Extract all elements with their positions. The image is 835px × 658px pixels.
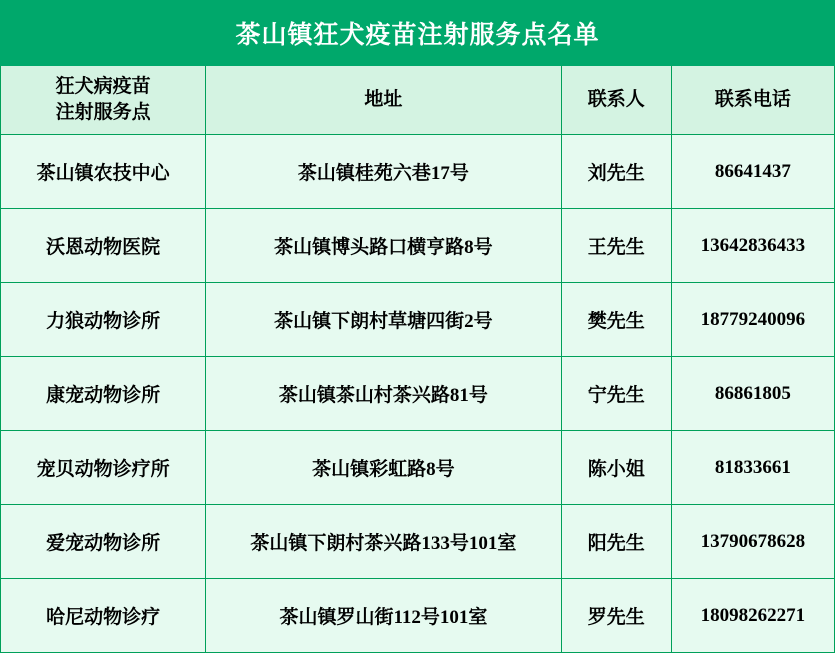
- table-row: [1, 135, 835, 209]
- cell-phone: 13642836433: [671, 209, 834, 283]
- cell-contact: 刘先生: [561, 135, 671, 209]
- cell-site: 茶山镇农技中心: [1, 135, 206, 209]
- table-row: [1, 357, 835, 431]
- page-title: 茶山镇狂犬疫苗注射服务点名单: [1, 1, 835, 66]
- cell-phone: 18779240096: [671, 283, 834, 357]
- table-row: [1, 209, 835, 283]
- cell-address: 茶山镇罗山街112号101室: [206, 579, 561, 653]
- cell-site: 康宠动物诊所: [1, 357, 206, 431]
- cell-contact: 陈小姐: [561, 431, 671, 505]
- cell-address: 茶山镇博头路口横亨路8号: [206, 209, 561, 283]
- cell-address: 茶山镇茶山村茶兴路81号: [206, 357, 561, 431]
- cell-address: 茶山镇下朗村草塘四街2号: [206, 283, 561, 357]
- cell-phone: 86641437: [671, 135, 834, 209]
- cell-site: 哈尼动物诊疗: [1, 579, 206, 653]
- table-row: [1, 579, 835, 653]
- cell-contact: 宁先生: [561, 357, 671, 431]
- column-header-contact: 联系人: [561, 66, 671, 135]
- cell-address: 茶山镇桂苑六巷17号: [206, 135, 561, 209]
- cell-phone: 86861805: [671, 357, 834, 431]
- column-header-site-line2: 注射服务点: [55, 102, 151, 123]
- cell-phone: 81833661: [671, 431, 834, 505]
- cell-site: 爱宠动物诊所: [1, 505, 206, 579]
- cell-contact: 王先生: [561, 209, 671, 283]
- column-header-site: [1, 66, 206, 135]
- column-header-address: 地址: [206, 66, 561, 135]
- cell-phone: 18098262271: [671, 579, 834, 653]
- cell-address: 茶山镇下朗村茶兴路133号101室: [206, 505, 561, 579]
- table-title-row: [1, 1, 835, 66]
- cell-contact: 阳先生: [561, 505, 671, 579]
- cell-contact: 樊先生: [561, 283, 671, 357]
- cell-site: 宠贝动物诊疗所: [1, 431, 206, 505]
- cell-address: 茶山镇彩虹路8号: [206, 431, 561, 505]
- cell-site: 力狼动物诊所: [1, 283, 206, 357]
- column-header-phone: 联系电话: [671, 66, 834, 135]
- table-row: [1, 431, 835, 505]
- table-header-row: [1, 66, 835, 135]
- table-row: [1, 283, 835, 357]
- cell-site: 沃恩动物医院: [1, 209, 206, 283]
- cell-contact: 罗先生: [561, 579, 671, 653]
- column-header-site-line1: 狂犬病疫苗: [55, 76, 151, 98]
- table-row: [1, 505, 835, 579]
- cell-phone: 13790678628: [671, 505, 834, 579]
